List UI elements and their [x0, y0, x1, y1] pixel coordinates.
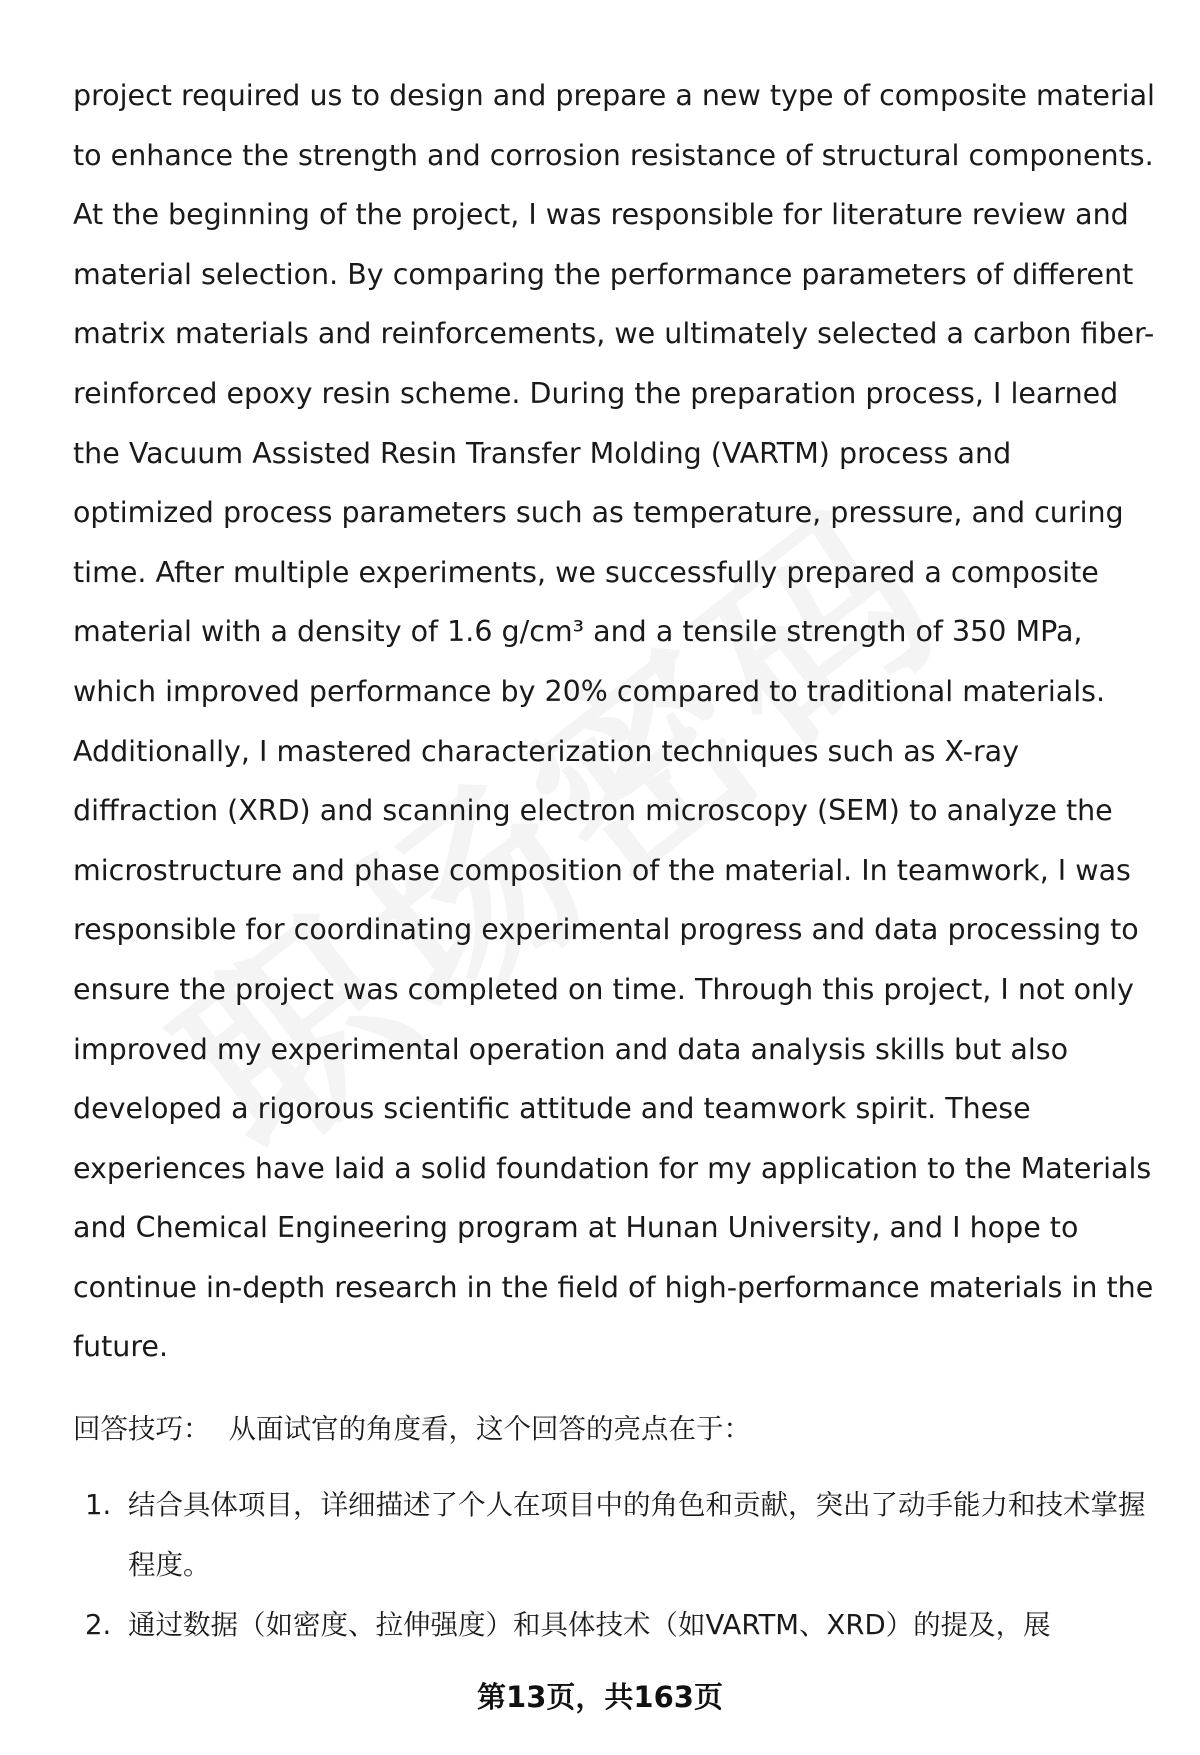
- answer-tips: [73, 1399, 1158, 1459]
- page-number-footer: 第13页，共163页: [477, 1680, 723, 1714]
- body-paragraph: project required us to design and prepare a new type of composite material to enhance the strength and corrosion resistance of structural components. At the beginning of the project, I was responsible for literature review and material selection. By comparing the performance parameters of different matrix materials and reinforcements, we ultimately selected a carbon fiber-reinforced epoxy resin scheme. During the preparation process, I learned the Vacuum Assisted Resin Transfer Molding (VARTM) process and optimized process parameters such as temperature, pressure, and curing time. After multiple experiments, we successfully prepared a composite material with a density of 1.6 g/cm³ and a tensile strength of 350 MPa, which improved performance by 20% compared to traditional materials. Additionally, I mastered characterization techniques such as X-ray diffraction (XRD) and scanning electron microscopy (SEM) to analyze the microstructure and phase composition of the material. In teamwork, I was responsible for coordinating experimental progress and data processing to ensure the project was completed on time. Through this project, I not only improved my experimental operation and data analysis skills but also developed a rigorous scientific attitude and teamwork spirit. These experiences have laid a solid foundation for my application to the Materials and Chemical Engineering program at Hunan University, and I hope to continue in-depth research in the field of high-performance materials in the future.: [73, 79, 1155, 1364]
- list-item-number: 1.: [85, 1489, 112, 1522]
- list-item: [73, 1595, 1158, 1655]
- tips-list: [73, 1475, 1158, 1655]
- tips-text: 从面试官的角度看，这个回答的亮点在于：: [228, 1413, 751, 1446]
- list-item-number: 2.: [85, 1609, 112, 1642]
- tips-label: 回答技巧：: [73, 1413, 211, 1446]
- list-item: [73, 1475, 1158, 1595]
- list-item-text: 结合具体项目，详细描述了个人在项目中的角色和贡献，突出了动手能力和技术掌握程度。: [128, 1489, 1146, 1582]
- document-body: [73, 66, 1158, 1655]
- list-item-text: 通过数据（如密度、拉伸强度）和具体技术（如VARTM、XRD）的提及，展: [128, 1609, 1051, 1642]
